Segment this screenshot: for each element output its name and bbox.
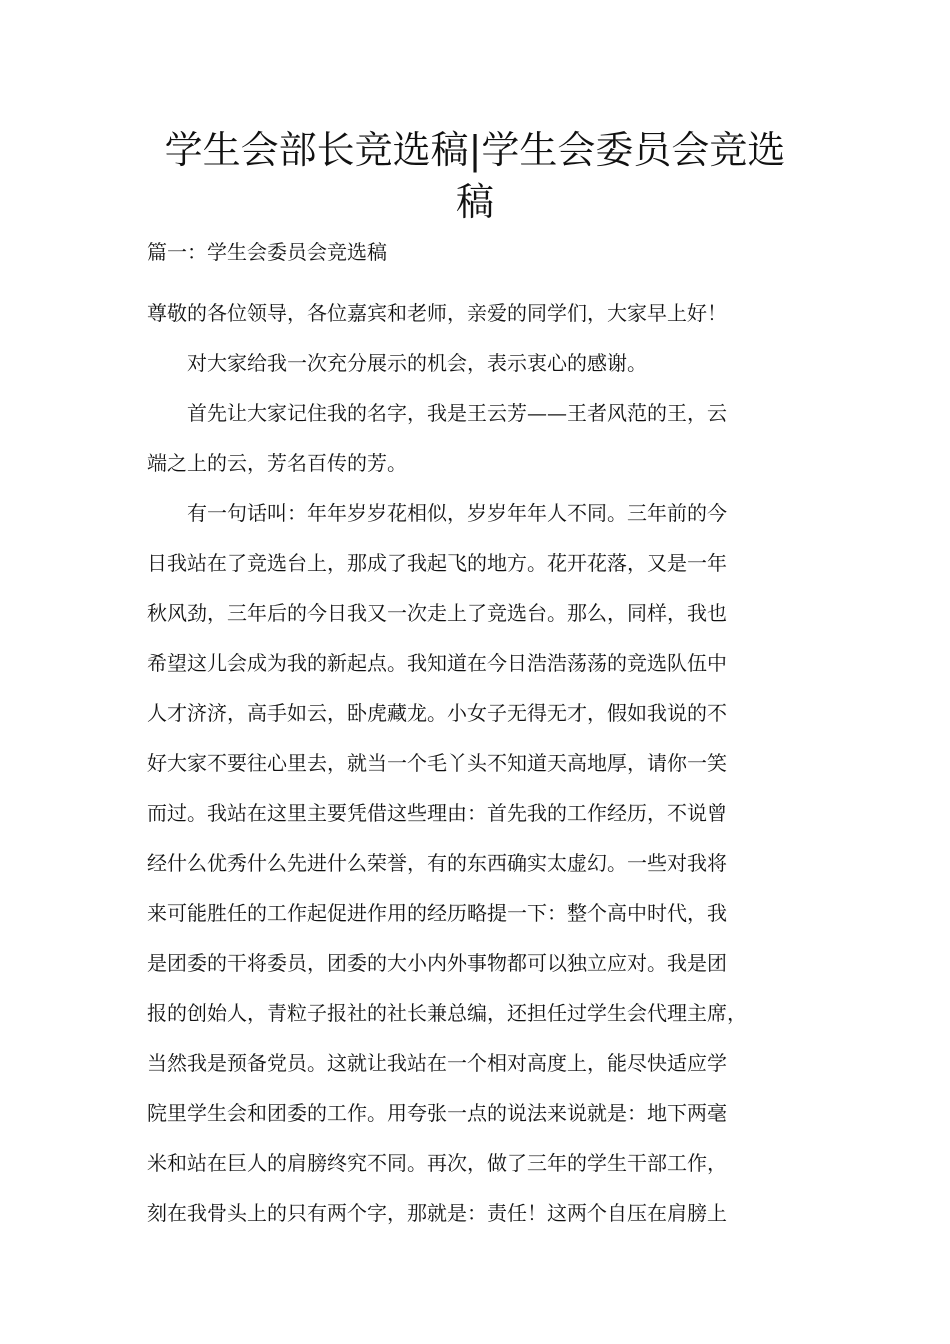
text-line: 首先让大家记住我的名字，我是王云芳——王者风范的王，云 [147, 401, 727, 425]
text-line: 经什么优秀什么先进什么荣誉，有的东西确实太虚幻。一些对我将 [147, 851, 727, 875]
text-line: 尊敬的各位领导，各位嘉宾和老师，亲爱的同学们，大家早上好！ [147, 301, 727, 325]
salutation-paragraph [147, 288, 727, 338]
section-heading: 篇一：学生会委员会竞选稿 [147, 240, 387, 264]
text-line: 人才济济，高手如云，卧虎藏龙。小女子无得无才，假如我说的不 [147, 701, 727, 725]
thanks-paragraph [147, 338, 647, 388]
title-line: 学生会部长竞选稿|学生会委员会竞选 [164, 128, 786, 172]
text-line: 院里学生会和团委的工作。用夸张一点的说法来说就是：地下两毫 [147, 1101, 727, 1125]
document-title [120, 124, 830, 228]
title-line: 稿 [455, 180, 494, 224]
main-paragraph [147, 488, 747, 1238]
text-line: 而过。我站在这里主要凭借这些理由：首先我的工作经历，不说曾 [147, 801, 727, 825]
name-paragraph [147, 388, 727, 488]
text-line: 是团委的干将委员，团委的大小内外事物都可以独立应对。我是团 [147, 951, 727, 975]
text-line: 日我站在了竞选台上，那成了我起飞的地方。花开花落，又是一年 [147, 551, 727, 575]
text-line: 当然我是预备党员。这就让我站在一个相对高度上，能尽快适应学 [147, 1051, 727, 1075]
text-line: 对大家给我一次充分展示的机会，表示衷心的感谢。 [147, 351, 647, 375]
text-line: 希望这儿会成为我的新起点。我知道在今日浩浩荡荡的竞选队伍中 [147, 651, 727, 675]
text-line: 端之上的云，芳名百传的芳。 [147, 451, 407, 475]
text-line: 好大家不要往心里去，就当一个毛丫头不知道天高地厚，请你一笑 [147, 751, 727, 775]
text-line: 刻在我骨头上的只有两个字，那就是：责任！这两个自压在肩膀上 [147, 1201, 727, 1225]
text-line: 有一句话叫：年年岁岁花相似，岁岁年年人不同。三年前的今 [147, 501, 727, 525]
text-line: 报的创始人，青粒子报社的社长兼总编，还担任过学生会代理主席， [147, 1001, 747, 1025]
text-line: 来可能胜任的工作起促进作用的经历略提一下：整个高中时代，我 [147, 901, 727, 925]
text-line: 秋风劲，三年后的今日我又一次走上了竞选台。那么，同样，我也 [147, 601, 727, 625]
text-line: 米和站在巨人的肩膀终究不同。再次，做了三年的学生干部工作， [147, 1151, 727, 1175]
